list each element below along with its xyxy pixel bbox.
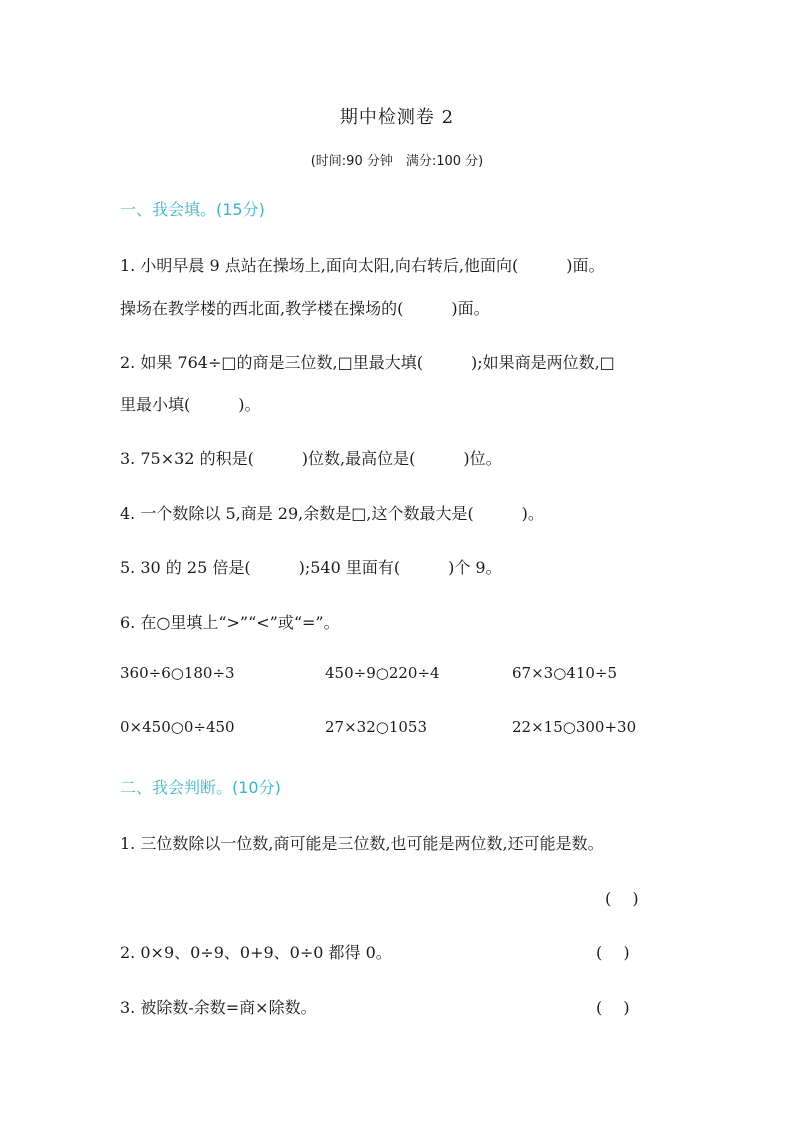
question-4: 4. 一个数除以 5,商是 29,余数是□,这个数最大是( )。 — [120, 504, 544, 523]
comparison-item: 67×3○410÷5 — [512, 664, 618, 682]
judge-question-1: 1. 三位数除以一位数,商可能是三位数,也可能是两位数,还可能是数。 — [120, 834, 604, 853]
comparison-item: 450÷9○220÷4 — [325, 664, 440, 682]
comparison-item: 22×15○300+30 — [512, 718, 637, 736]
judge-question-3: 3. 被除数-余数=商×除数。 — [120, 998, 317, 1017]
section-heading-judge: 二、我会判断。(10分) — [120, 778, 281, 797]
question-6: 6. 在○里填上“>”“<”或“=”。 — [120, 613, 340, 632]
comparison-item: 0×450○0÷450 — [120, 718, 235, 736]
comparison-item: 360÷6○180÷3 — [120, 664, 235, 682]
answer-parentheses: ( ) — [596, 998, 630, 1017]
answer-parentheses: ( ) — [605, 889, 639, 908]
question-1-line-1: 1. 小明早晨 9 点站在操场上,面向太阳,向右转后,他面向( )面。 — [120, 256, 605, 275]
judge-question-2: 2. 0×9、0÷9、0+9、0÷0 都得 0。 — [120, 943, 392, 962]
question-5: 5. 30 的 25 倍是( );540 里面有( )个 9。 — [120, 558, 502, 577]
question-3: 3. 75×32 的积是( )位数,最高位是( )位。 — [120, 449, 502, 468]
exam-info: (时间:90 分钟 满分:100 分) — [310, 154, 484, 169]
question-1-line-2: 操场在教学楼的西北面,教学楼在操场的( )面。 — [120, 299, 490, 318]
comparison-item: 27×32○1053 — [325, 718, 428, 736]
question-2-line-2: 里最小填( )。 — [120, 395, 261, 414]
page-title: 期中检测卷 2 — [339, 107, 455, 128]
section-heading-fill: 一、我会填。(15分) — [120, 200, 265, 219]
answer-parentheses: ( ) — [596, 943, 630, 962]
question-2-line-1: 2. 如果 764÷□的商是三位数,□里最大填( );如果商是两位数,□ — [120, 353, 615, 372]
